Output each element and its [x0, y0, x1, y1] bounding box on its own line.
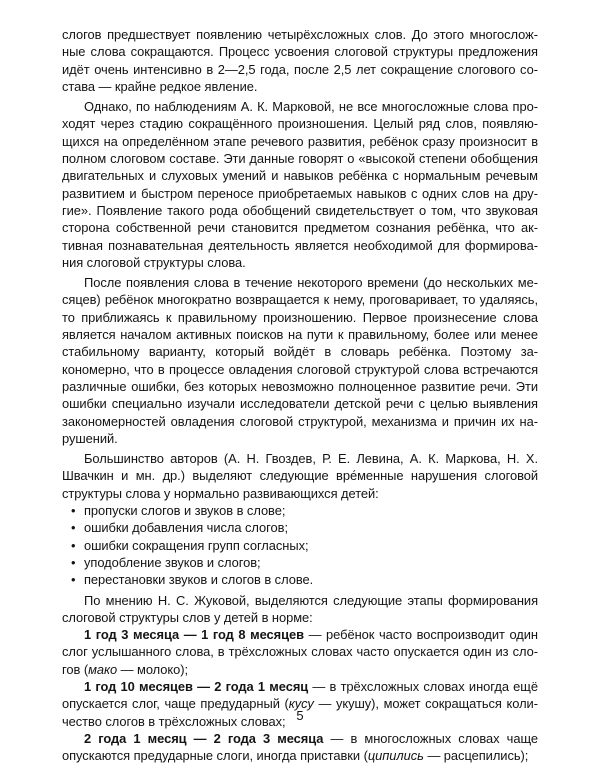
stage-example: мако [88, 661, 118, 677]
list-item [62, 554, 538, 571]
stage-paragraph [62, 730, 538, 764]
stage-text: — расцепились); [423, 748, 529, 764]
stage-text: — молоко); [117, 661, 189, 677]
list-item [62, 571, 538, 588]
list-item-text: пропуски слогов и звуков в слове; [84, 503, 286, 519]
stage-text: — в трёхсложных словах иногда ещё опускается слог, чаще предударный ( [62, 678, 538, 712]
stage-example: кусу [288, 696, 314, 712]
paragraph-authors: Большинство авторов (А. Н. Гвоздев, Р. Е. Левина, А. К. Маркова, Н. Х. Швачкин и мн. др.) выделяют следующие вре́менные нарушения слоговой структуры слова у нормально развивающихся детей: [62, 451, 538, 501]
list-item [62, 519, 538, 536]
list-item-text: уподобление звуков и слогов; [84, 554, 261, 570]
violations-list [62, 502, 538, 588]
bullet-icon: • [71, 537, 76, 553]
stage-text: — в многосложных словах чаще опускаются предударные слоги, иногда приставки ( [62, 730, 538, 764]
paragraph-markova: Однако, по наблюдениям А. К. Марковой, не все многосложные слова проходят через стадию сокращённого произношения. Целый ряд слов, появляющихся на определённом этапе речевого развития, ребёнок сразу произносит в полном слоговом составе. Эти данные говорят о «высокой степени обобщения двигательных и слуховых умений и навыков ребёнка с нормальным речевым развитием и быстром переносе приобретаемых навыков с одних слов на другие». Появление такого рода обобщений свидетельствует о том, что звуковая сторона собственной речи становится предметом сознания ребёнка, что активная познавательная деятельность является необходимой для формирования слоговой структуры слова. [62, 99, 538, 270]
list-item [62, 502, 538, 519]
bullet-icon: • [71, 572, 76, 588]
list-item-text: ошибки сокращения групп согласных; [84, 537, 309, 553]
bullet-icon: • [71, 503, 76, 519]
list-item-text: перестановки звуков и слогов в слове. [84, 572, 314, 588]
paragraph-continuation: слогов предшествует появлению четырёхсложных слов. До этого многосложные слова сокращаются. Процесс усвоения слоговой структуры предложения идёт очень интенсивно в 2—2,5 года, после 2,5 лет сокращение слогового состава — крайне редкое явление. [62, 27, 538, 94]
bullet-icon: • [71, 554, 76, 570]
stage-example: ципились [367, 748, 424, 764]
stage-text: — укушу), может сокращаться количество слогов в трёхсложных словах; [62, 696, 538, 729]
list-item-text: ошибки добавления числа слогов; [84, 520, 288, 536]
list-item [62, 537, 538, 554]
page-number: 5 [296, 708, 304, 723]
paragraph-zhukova: По мнению Н. С. Жуковой, выделяются следующие этапы формирования слоговой структуры слов у детей в норме: [62, 592, 538, 625]
stage-heading: 1 год 10 месяцев — 2 года 1 месяц [84, 678, 309, 694]
paragraph-word-errors: После появления слова в течение некоторого времени (до нескольких месяцев) ребёнок многократно возвращается к нему, проговаривает, то удаляясь, то приближаясь к правильному произношению. Первое произнесение слова является началом активных поисков на пути к правильному, более или менее стабильному варианту, который войдёт в словарь ребёнка. Поэтому закономерно, что в процессе овладения слоговой структурой слова встречаются различные ошибки, без которых невозможно полноценное развитие речи. Эти ошибки специально изучали исследователи детской речи с целью выявления закономерностей овладения слоговой структурой, механизма и причин их нарушений. [62, 275, 538, 446]
stage-heading: 1 год 3 месяца — 1 год 8 месяцев [84, 627, 305, 643]
stage-text: — ребёнок часто воспроизводит один слог услышанного слова, в трёхсложных словах часто опускается один из слогов ( [62, 627, 538, 677]
page-body [62, 26, 538, 764]
bullet-icon: • [71, 520, 76, 536]
stage-paragraph [62, 626, 538, 678]
stage-heading: 2 года 1 месяц — 2 года 3 месяца [84, 730, 324, 746]
